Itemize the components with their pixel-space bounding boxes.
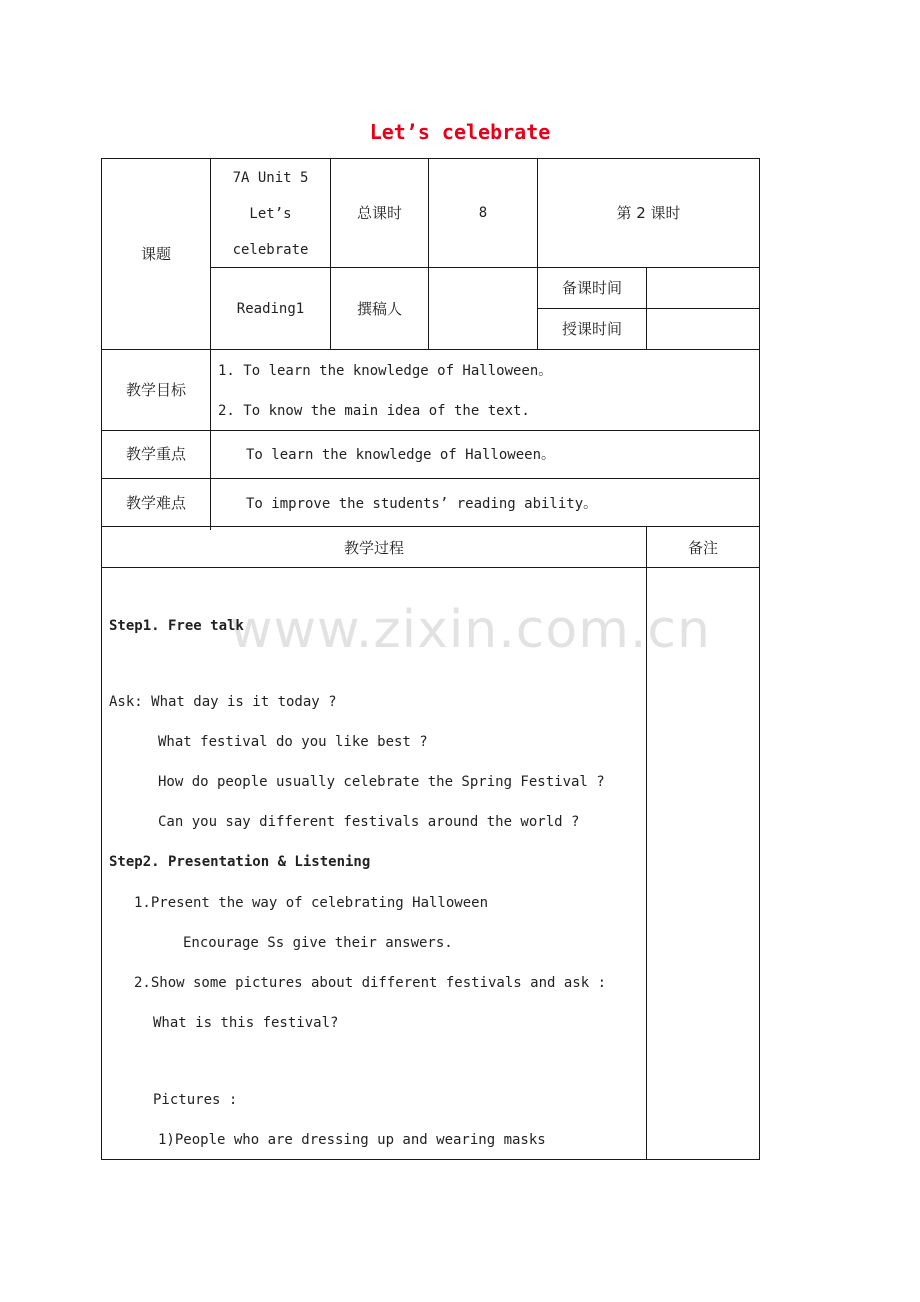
- unit-line-3: celebrate: [232, 242, 309, 258]
- watermark: www.zixin.com.cn: [230, 600, 711, 660]
- objective-item: 1. To learn the knowledge of Halloween。: [218, 363, 553, 379]
- process-line: Encourage Ss give their answers.: [183, 935, 453, 951]
- document-title: Let’s celebrate: [369, 120, 551, 144]
- notes-header: 备注: [687, 539, 718, 557]
- key-points-label: 教学重点: [125, 445, 186, 463]
- process-line: 2.Show some pictures about different festivals and ask :: [134, 975, 607, 991]
- lesson-name: Reading1: [236, 301, 305, 317]
- difficulties-label: 教学难点: [125, 494, 186, 512]
- process-line: Pictures :: [153, 1092, 238, 1108]
- teach-time-label: 授课时间: [561, 320, 622, 338]
- process-line: What is this festival?: [153, 1015, 339, 1031]
- process-line: 1.Present the way of celebrating Halloween: [134, 895, 489, 911]
- key-points-text: To learn the knowledge of Halloween。: [246, 447, 556, 463]
- period-label: 第 2 课时: [616, 204, 681, 222]
- objective-item: 2. To know the main idea of the text.: [218, 403, 530, 419]
- total-hours-value: 8: [478, 205, 488, 221]
- unit-line-2: Let’s: [249, 206, 292, 222]
- process-header: 教学过程: [343, 539, 404, 557]
- difficulties-text: To improve the students’ reading ability。: [246, 496, 598, 512]
- subject-label: 课题: [140, 245, 171, 263]
- total-hours-label: 总课时: [356, 204, 402, 222]
- author-label: 撰稿人: [356, 300, 402, 318]
- prep-time-label: 备课时间: [561, 279, 622, 297]
- process-line: How do people usually celebrate the Spring Festival ?: [158, 774, 605, 790]
- process-line: What festival do you like best ?: [158, 734, 428, 750]
- process-step-heading: Step1. Free talk: [109, 618, 244, 634]
- process-line: Can you say different festivals around the world ?: [158, 814, 580, 830]
- process-line: Ask: What day is it today ?: [109, 694, 337, 710]
- process-line: 1)People who are dressing up and wearing masks: [158, 1132, 546, 1148]
- unit-line-1: 7A Unit 5: [232, 170, 309, 186]
- process-step-heading: Step2. Presentation & Listening: [109, 854, 371, 870]
- objectives-label: 教学目标: [125, 381, 186, 399]
